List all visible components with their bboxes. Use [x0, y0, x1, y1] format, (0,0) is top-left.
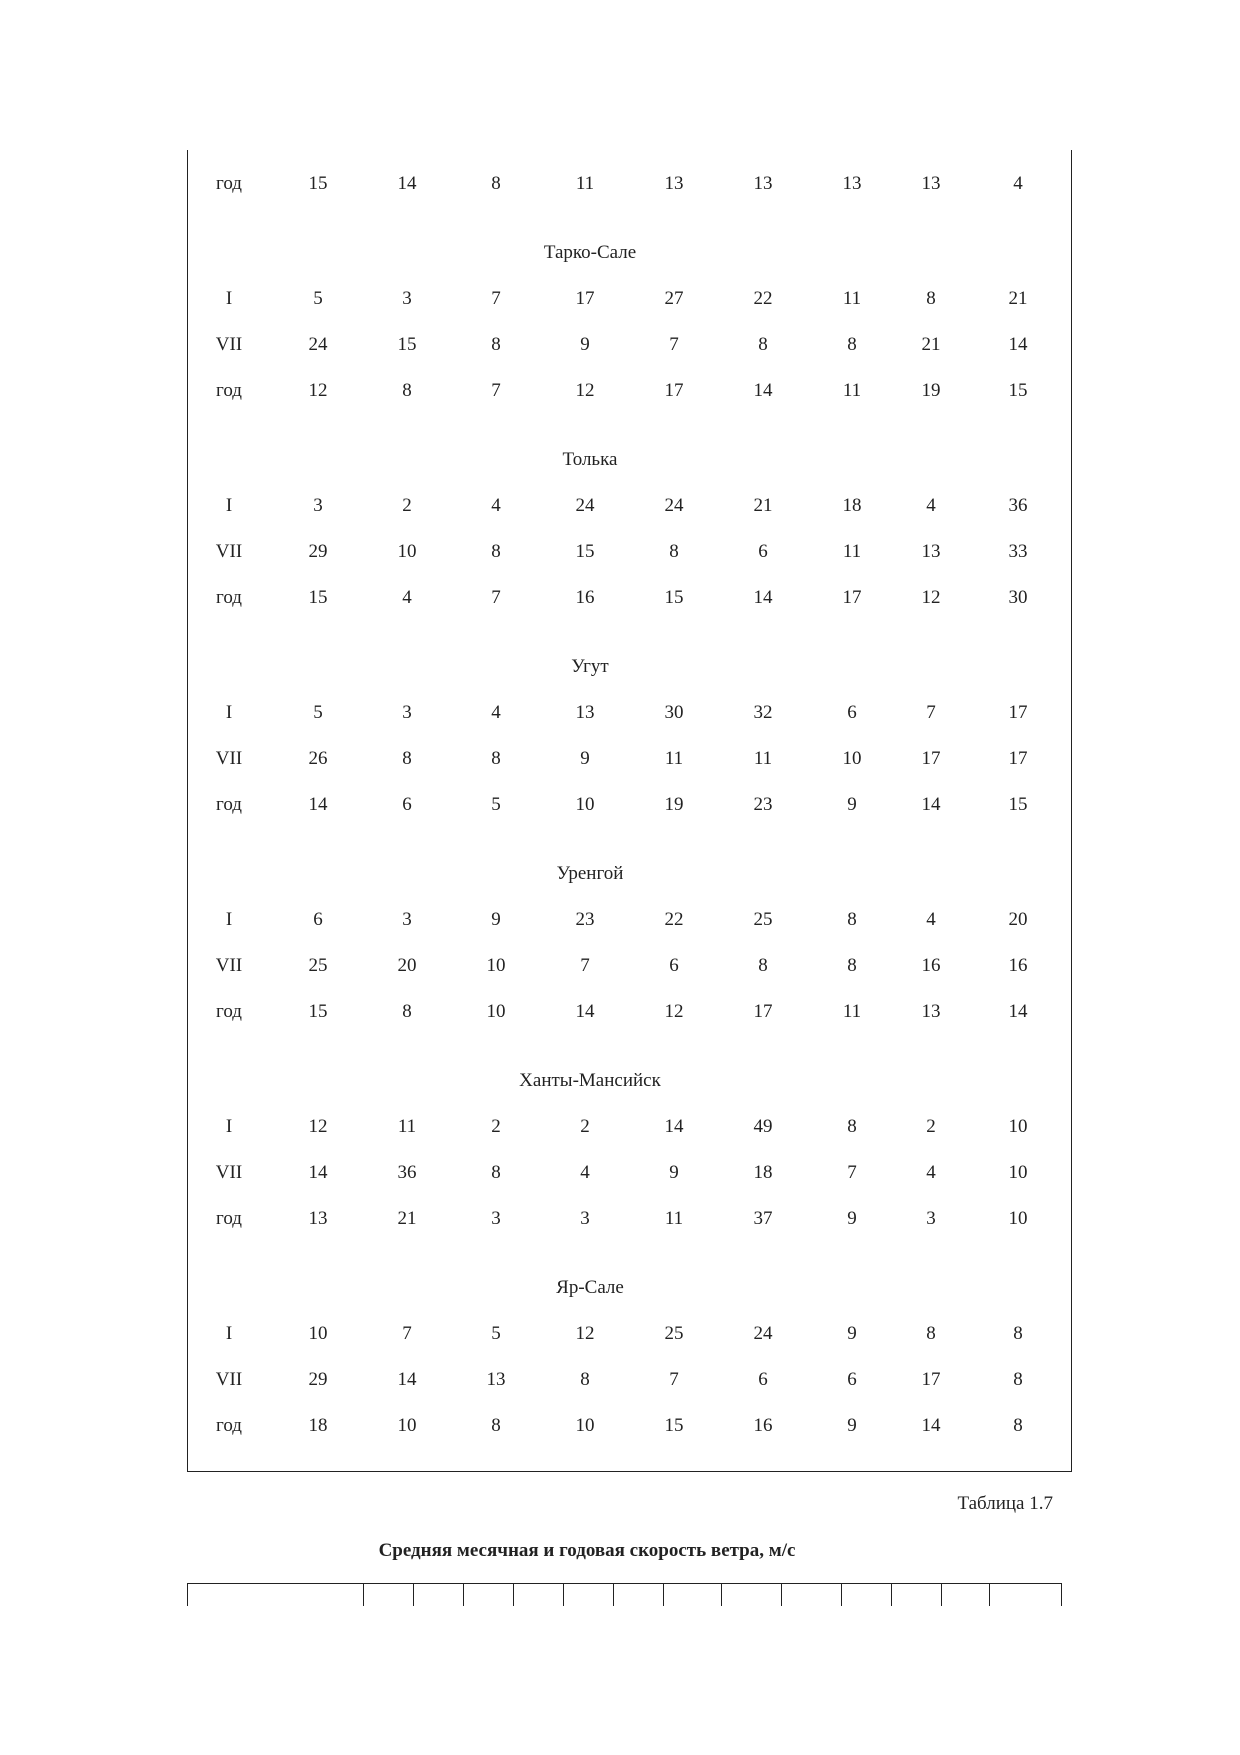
- table-cell: 21: [397, 1208, 417, 1229]
- table-cell: 10: [308, 1323, 328, 1344]
- period-label: VII: [215, 1369, 243, 1390]
- table-cell: 15: [1008, 794, 1028, 815]
- table-row: [0, 997, 1240, 1027]
- column-divider: [941, 1584, 942, 1606]
- table-cell: 8: [1013, 1415, 1023, 1436]
- table-cell: 25: [664, 1323, 684, 1344]
- table-cell: 9: [847, 1415, 857, 1436]
- table-cell: 8: [491, 173, 501, 194]
- table-cell: 4: [491, 702, 501, 723]
- table-cell: 25: [753, 909, 773, 930]
- table-cell: 18: [308, 1415, 328, 1436]
- table-cell: 12: [664, 1001, 684, 1022]
- table-cell: 13: [664, 173, 684, 194]
- table-cell: 15: [308, 173, 328, 194]
- table-cell: 8: [491, 748, 501, 769]
- table-cell: 6: [669, 955, 679, 976]
- column-divider: [463, 1584, 464, 1606]
- table-cell: 3: [491, 1208, 501, 1229]
- table-cell: 3: [580, 1208, 590, 1229]
- table-cell: 8: [402, 1001, 412, 1022]
- period-label: год: [216, 380, 242, 401]
- table-cell: 10: [397, 1415, 417, 1436]
- table-cell: 4: [491, 495, 501, 516]
- table-cell: 8: [580, 1369, 590, 1390]
- column-divider: [663, 1584, 664, 1606]
- next-table-header-row: [187, 1583, 1062, 1606]
- period-label: VII: [215, 1162, 243, 1183]
- station-heading: Яр-Сале: [556, 1277, 624, 1298]
- table-cell: 14: [1008, 1001, 1028, 1022]
- table-cell: 8: [847, 1116, 857, 1137]
- table-row: [0, 951, 1240, 981]
- table-row: [0, 1411, 1240, 1441]
- period-label: I: [225, 909, 233, 930]
- table-cell: 8: [669, 541, 679, 562]
- table-row: [0, 376, 1240, 406]
- table-cell: 8: [491, 541, 501, 562]
- table-cell: 7: [491, 288, 501, 309]
- table-cell: 23: [575, 909, 595, 930]
- table-cell: 9: [580, 748, 590, 769]
- table-cell: 4: [402, 587, 412, 608]
- table-cell: 26: [308, 748, 328, 769]
- table-cell: 17: [575, 288, 595, 309]
- table-row: [0, 1365, 1240, 1395]
- period-label: I: [225, 1323, 233, 1344]
- table-cell: 10: [486, 955, 506, 976]
- table-cell: 11: [842, 541, 862, 562]
- period-label: год: [216, 173, 242, 194]
- period-label: год: [216, 1208, 242, 1229]
- table-cell: 10: [1008, 1116, 1028, 1137]
- table-cell: 15: [664, 1415, 684, 1436]
- table-cell: 24: [753, 1323, 773, 1344]
- table-cell: 11: [575, 173, 595, 194]
- table-cell: 4: [926, 495, 936, 516]
- table-cell: 17: [921, 1369, 941, 1390]
- table-cell: 22: [753, 288, 773, 309]
- table-cell: 6: [402, 794, 412, 815]
- table-cell: 14: [397, 1369, 417, 1390]
- table-cell: 8: [402, 748, 412, 769]
- table-row: [0, 330, 1240, 360]
- table-cell: 13: [486, 1369, 506, 1390]
- table-cell: 13: [842, 173, 862, 194]
- table-cell: 8: [491, 334, 501, 355]
- table-cell: 30: [664, 702, 684, 723]
- table-cell: 3: [402, 909, 412, 930]
- table-cell: 8: [758, 955, 768, 976]
- table-row: [0, 491, 1240, 521]
- table-cell: 8: [847, 955, 857, 976]
- table-cell: 4: [926, 1162, 936, 1183]
- table-cell: 21: [921, 334, 941, 355]
- station-heading: Тарко-Сале: [543, 242, 637, 263]
- table-cell: 15: [664, 587, 684, 608]
- table-cell: 7: [926, 702, 936, 723]
- table-cell: 11: [397, 1116, 417, 1137]
- table-cell: 49: [753, 1116, 773, 1137]
- table-row: [0, 169, 1240, 199]
- column-divider: [841, 1584, 842, 1606]
- table-cell: 12: [575, 1323, 595, 1344]
- table-cell: 3: [402, 702, 412, 723]
- table-cell: 15: [575, 541, 595, 562]
- table-row: [0, 905, 1240, 935]
- period-label: VII: [215, 748, 243, 769]
- table-cell: 8: [847, 334, 857, 355]
- table-cell: 10: [397, 541, 417, 562]
- table-cell: 9: [580, 334, 590, 355]
- period-label: год: [216, 794, 242, 815]
- table-cell: 7: [669, 1369, 679, 1390]
- column-divider: [363, 1584, 364, 1606]
- table-cell: 3: [926, 1208, 936, 1229]
- table-cell: 16: [575, 587, 595, 608]
- table-cell: 15: [308, 587, 328, 608]
- table-cell: 11: [842, 380, 862, 401]
- table-cell: 11: [753, 748, 773, 769]
- table-cell: 6: [313, 909, 323, 930]
- table-cell: 9: [847, 794, 857, 815]
- table-cell: 36: [1008, 495, 1028, 516]
- table-cell: 8: [847, 909, 857, 930]
- table-cell: 14: [308, 1162, 328, 1183]
- table-cell: 6: [847, 1369, 857, 1390]
- table-cell: 17: [1008, 702, 1028, 723]
- table-cell: 8: [1013, 1323, 1023, 1344]
- table-cell: 16: [921, 955, 941, 976]
- period-label: I: [225, 1116, 233, 1137]
- table-cell: 7: [402, 1323, 412, 1344]
- table-cell: 12: [308, 380, 328, 401]
- table-cell: 37: [753, 1208, 773, 1229]
- table-cell: 24: [308, 334, 328, 355]
- table-cell: 11: [842, 288, 862, 309]
- table-cell: 13: [308, 1208, 328, 1229]
- table-cell: 5: [491, 1323, 501, 1344]
- table-cell: 17: [921, 748, 941, 769]
- table-cell: 6: [758, 541, 768, 562]
- table-cell: 19: [921, 380, 941, 401]
- table-cell: 14: [753, 380, 773, 401]
- table-cell: 5: [313, 288, 323, 309]
- table-cell: 21: [753, 495, 773, 516]
- table-row: [0, 284, 1240, 314]
- table-cell: 8: [758, 334, 768, 355]
- table-row: [0, 1319, 1240, 1349]
- table-cell: 29: [308, 541, 328, 562]
- table-cell: 6: [847, 702, 857, 723]
- table-cell: 7: [847, 1162, 857, 1183]
- table-cell: 2: [580, 1116, 590, 1137]
- table-cell: 15: [397, 334, 417, 355]
- table-cell: 4: [1013, 173, 1023, 194]
- table-cell: 8: [491, 1162, 501, 1183]
- station-heading: Толька: [562, 449, 618, 470]
- table-row: [0, 1112, 1240, 1142]
- table-cell: 7: [669, 334, 679, 355]
- table-cell: 29: [308, 1369, 328, 1390]
- table-cell: 16: [1008, 955, 1028, 976]
- table-cell: 8: [926, 1323, 936, 1344]
- table-cell: 15: [308, 1001, 328, 1022]
- table-cell: 14: [921, 1415, 941, 1436]
- table-row: [0, 698, 1240, 728]
- table-cell: 10: [575, 794, 595, 815]
- table-cell: 27: [664, 288, 684, 309]
- table-cell: 17: [753, 1001, 773, 1022]
- table-cell: 8: [926, 288, 936, 309]
- table-cell: 9: [847, 1323, 857, 1344]
- table-cell: 8: [491, 1415, 501, 1436]
- table-cell: 25: [308, 955, 328, 976]
- table-cell: 14: [397, 173, 417, 194]
- column-divider: [413, 1584, 414, 1606]
- table-cell: 14: [575, 1001, 595, 1022]
- table-cell: 11: [842, 1001, 862, 1022]
- table-cell: 24: [664, 495, 684, 516]
- table-cell: 14: [921, 794, 941, 815]
- table-cell: 20: [397, 955, 417, 976]
- table-cell: 9: [847, 1208, 857, 1229]
- table-cell: 24: [575, 495, 595, 516]
- table-cell: 8: [402, 380, 412, 401]
- table-title: Средняя месячная и годовая скорость ветра, м/с: [378, 1540, 796, 1561]
- table-cell: 2: [402, 495, 412, 516]
- table-cell: 6: [758, 1369, 768, 1390]
- column-divider: [989, 1584, 990, 1606]
- period-label: год: [216, 1415, 242, 1436]
- table-cell: 33: [1008, 541, 1028, 562]
- period-label: VII: [215, 955, 243, 976]
- table-cell: 18: [753, 1162, 773, 1183]
- column-divider: [891, 1584, 892, 1606]
- table-cell: 15: [1008, 380, 1028, 401]
- table-cell: 13: [575, 702, 595, 723]
- table-row: [0, 1204, 1240, 1234]
- table-cell: 32: [753, 702, 773, 723]
- table-cell: 17: [1008, 748, 1028, 769]
- column-divider: [781, 1584, 782, 1606]
- table-cell: 10: [575, 1415, 595, 1436]
- period-label: I: [225, 495, 233, 516]
- table-cell: 10: [486, 1001, 506, 1022]
- table-cell: 7: [491, 587, 501, 608]
- table-cell: 10: [1008, 1162, 1028, 1183]
- table-cell: 2: [491, 1116, 501, 1137]
- table-cell: 13: [921, 173, 941, 194]
- table-row: [0, 537, 1240, 567]
- table-row: [0, 744, 1240, 774]
- table-cell: 3: [313, 495, 323, 516]
- table-cell: 10: [842, 748, 862, 769]
- table-cell: 7: [491, 380, 501, 401]
- table-cell: 14: [308, 794, 328, 815]
- table-cell: 8: [1013, 1369, 1023, 1390]
- table-cell: 20: [1008, 909, 1028, 930]
- station-heading: Уренгой: [556, 863, 624, 884]
- table-cell: 21: [1008, 288, 1028, 309]
- table-cell: 17: [842, 587, 862, 608]
- column-divider: [513, 1584, 514, 1606]
- table-row: [0, 1158, 1240, 1188]
- table-cell: 13: [921, 541, 941, 562]
- table-cell: 3: [402, 288, 412, 309]
- station-heading: Угут: [571, 656, 609, 677]
- table-number-caption: Таблица 1.7: [957, 1493, 1053, 1514]
- table-cell: 14: [1008, 334, 1028, 355]
- table-cell: 10: [1008, 1208, 1028, 1229]
- table-cell: 12: [921, 587, 941, 608]
- period-label: I: [225, 702, 233, 723]
- table-cell: 4: [580, 1162, 590, 1183]
- table-cell: 11: [664, 748, 684, 769]
- table-cell: 17: [664, 380, 684, 401]
- table-cell: 23: [753, 794, 773, 815]
- period-label: год: [216, 1001, 242, 1022]
- station-heading: Ханты-Мансийск: [519, 1070, 661, 1091]
- table-cell: 36: [397, 1162, 417, 1183]
- period-label: год: [216, 587, 242, 608]
- table-row: [0, 790, 1240, 820]
- table-cell: 16: [753, 1415, 773, 1436]
- table-cell: 11: [664, 1208, 684, 1229]
- column-divider: [721, 1584, 722, 1606]
- table-cell: 5: [491, 794, 501, 815]
- table-cell: 5: [313, 702, 323, 723]
- table-cell: 19: [664, 794, 684, 815]
- table-cell: 12: [575, 380, 595, 401]
- table-cell: 18: [842, 495, 862, 516]
- table-cell: 9: [669, 1162, 679, 1183]
- table-cell: 12: [308, 1116, 328, 1137]
- column-divider: [563, 1584, 564, 1606]
- table-cell: 14: [664, 1116, 684, 1137]
- table-cell: 30: [1008, 587, 1028, 608]
- period-label: VII: [215, 541, 243, 562]
- table-cell: 4: [926, 909, 936, 930]
- table-cell: 9: [491, 909, 501, 930]
- table-cell: 22: [664, 909, 684, 930]
- period-label: VII: [215, 334, 243, 355]
- table-cell: 13: [921, 1001, 941, 1022]
- column-divider: [613, 1584, 614, 1606]
- table-row: [0, 583, 1240, 613]
- table-cell: 14: [753, 587, 773, 608]
- period-label: I: [225, 288, 233, 309]
- table-cell: 13: [753, 173, 773, 194]
- table-cell: 2: [926, 1116, 936, 1137]
- table-cell: 7: [580, 955, 590, 976]
